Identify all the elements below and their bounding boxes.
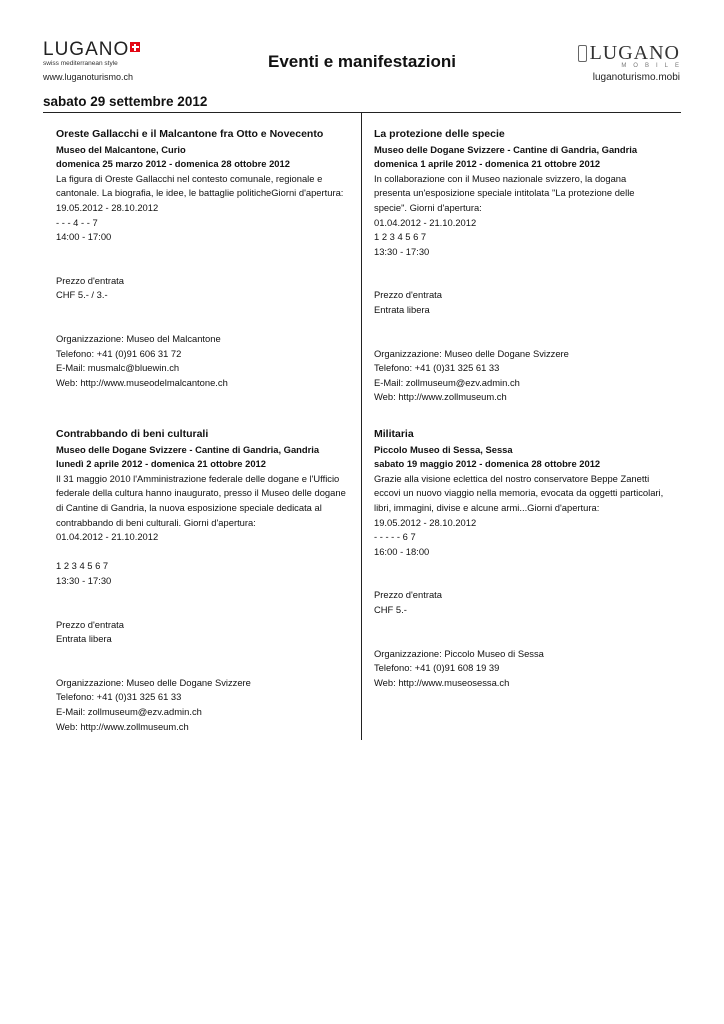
event-description: Il 31 maggio 2010 l'Amministrazione federale delle dogane e l'Ufficio federale della cultura hanno inaugurato, presso il Museo delle dogane di Cantine di Gandria, la nuova esposizione speciale dedicata al contrabbando di beni culturali. Giorni d'apertura:	[56, 472, 346, 528]
event-card	[374, 427, 664, 690]
event-hours: 16:00 - 18:00	[374, 545, 430, 557]
price-label: Prezzo d'entrata	[56, 274, 124, 286]
mobile-phone-icon	[578, 45, 587, 62]
event-dates: domenica 25 marzo 2012 - domenica 28 ottobre 2012	[56, 158, 290, 170]
event-location: Piccolo Museo di Sessa, Sessa	[374, 443, 513, 455]
event-title: Oreste Gallacchi e il Malcantone fra Otto e Novecento	[56, 128, 324, 140]
mobile-logo-sub: MOBILE	[621, 63, 686, 69]
event-dates: sabato 19 maggio 2012 - domenica 28 ottobre 2012	[374, 458, 601, 470]
phone: Telefono: +41 (0)31 325 61 33	[56, 691, 182, 703]
event-hours: 13:30 - 17:30	[56, 574, 112, 586]
price-label: Prezzo d'entrata	[374, 289, 442, 301]
price-value: Entrata libera	[374, 303, 430, 315]
swiss-cross-icon	[130, 42, 140, 52]
email[interactable]: E-Mail: zollmuseum@ezv.admin.ch	[374, 376, 520, 388]
event-hours: 13:30 - 17:30	[374, 245, 430, 257]
phone: Telefono: +41 (0)31 325 61 33	[374, 362, 500, 374]
event-dates: lunedì 2 aprile 2012 - domenica 21 ottobre 2012	[56, 458, 266, 470]
organization: Organizzazione: Piccolo Museo di Sessa	[374, 647, 544, 659]
organization: Organizzazione: Museo del Malcantone	[56, 332, 221, 344]
event-card	[56, 127, 346, 390]
email[interactable]: E-Mail: zollmuseum@ezv.admin.ch	[56, 705, 202, 717]
price-value: Entrata libera	[56, 633, 112, 645]
mobile-website-link[interactable]: luganoturismo.mobi	[592, 72, 680, 83]
web-link[interactable]: Web: http://www.museosessa.ch	[374, 676, 510, 688]
price-value: CHF 5.- / 3.-	[56, 289, 108, 301]
web-link[interactable]: Web: http://www.zollmuseum.ch	[374, 391, 507, 403]
event-hours: 14:00 - 17:00	[56, 231, 112, 243]
event-location: Museo delle Dogane Svizzere - Cantine di Gandria, Gandria	[374, 143, 638, 155]
organization: Organizzazione: Museo delle Dogane Svizzere	[56, 676, 251, 688]
price-value: CHF 5.-	[374, 603, 407, 615]
date-heading: sabato 29 settembre 2012	[43, 94, 208, 109]
web-link[interactable]: Web: http://www.zollmuseum.ch	[56, 720, 189, 732]
event-title: Contrabbando di beni culturali	[56, 428, 209, 440]
web-link[interactable]: Web: http://www.museodelmalcantone.ch	[56, 376, 228, 388]
event-location: Museo del Malcantone, Curio	[56, 143, 186, 155]
event-description: Grazie alla visione eclettica del nostro conservatore Beppe Zanetti eccovi un nuovo viaggio nella memoria, evocata da oggetti particolari, libri, immagini, divise e alcune armi...Giorni d'apertura:	[374, 472, 664, 513]
logo-tagline: swiss mediterranean style	[43, 60, 118, 67]
event-description: La figura di Oreste Gallacchi nel contesto comunale, regionale e cantonale. La biografia, le idee, le battaglie politicheGiorni d'apertura:	[56, 172, 344, 199]
event-dates: domenica 1 aprile 2012 - domenica 21 ottobre 2012	[374, 158, 601, 170]
event-period: 01.04.2012 - 21.10.2012	[374, 216, 477, 228]
price-label: Prezzo d'entrata	[56, 618, 124, 630]
price-label: Prezzo d'entrata	[374, 589, 442, 601]
website-link[interactable]: www.luganoturismo.ch	[43, 72, 134, 82]
page-title: Eventi e manifestazioni	[268, 52, 456, 71]
organization: Organizzazione: Museo delle Dogane Svizzere	[374, 347, 569, 359]
email[interactable]: E-Mail: musmalc@bluewin.ch	[56, 362, 180, 374]
phone: Telefono: +41 (0)91 608 19 39	[374, 662, 500, 674]
event-title: La protezione delle specie	[374, 128, 505, 140]
event-location: Museo delle Dogane Svizzere - Cantine di Gandria, Gandria	[56, 443, 320, 455]
event-days: - - - 4 - - 7	[56, 216, 98, 228]
event-period: 01.04.2012 - 21.10.2012	[56, 531, 159, 543]
page-header	[0, 0, 724, 90]
event-card	[56, 427, 346, 734]
event-period: 19.05.2012 - 28.10.2012	[374, 516, 477, 528]
phone: Telefono: +41 (0)91 606 31 72	[56, 347, 182, 359]
event-title: Militaria	[374, 428, 414, 440]
logo-wordmark: LUGANO	[43, 39, 130, 60]
event-card	[374, 127, 664, 405]
mobile-logo-wordmark: LUGANO	[589, 42, 680, 64]
event-description: In collaborazione con il Museo nazionale svizzero, la dogana presenta un'esposizione speciale intitolata "La protezione delle specie". Giorni d'apertura:	[374, 172, 635, 213]
event-days: 1 2 3 4 5 6 7	[56, 560, 109, 572]
event-days: 1 2 3 4 5 6 7	[374, 231, 427, 243]
event-days: - - - - - 6 7	[374, 531, 416, 543]
header-divider	[43, 112, 681, 113]
column-divider	[361, 113, 362, 740]
lugano-mobile-logo	[578, 42, 686, 69]
event-period: 19.05.2012 - 28.10.2012	[56, 201, 159, 213]
